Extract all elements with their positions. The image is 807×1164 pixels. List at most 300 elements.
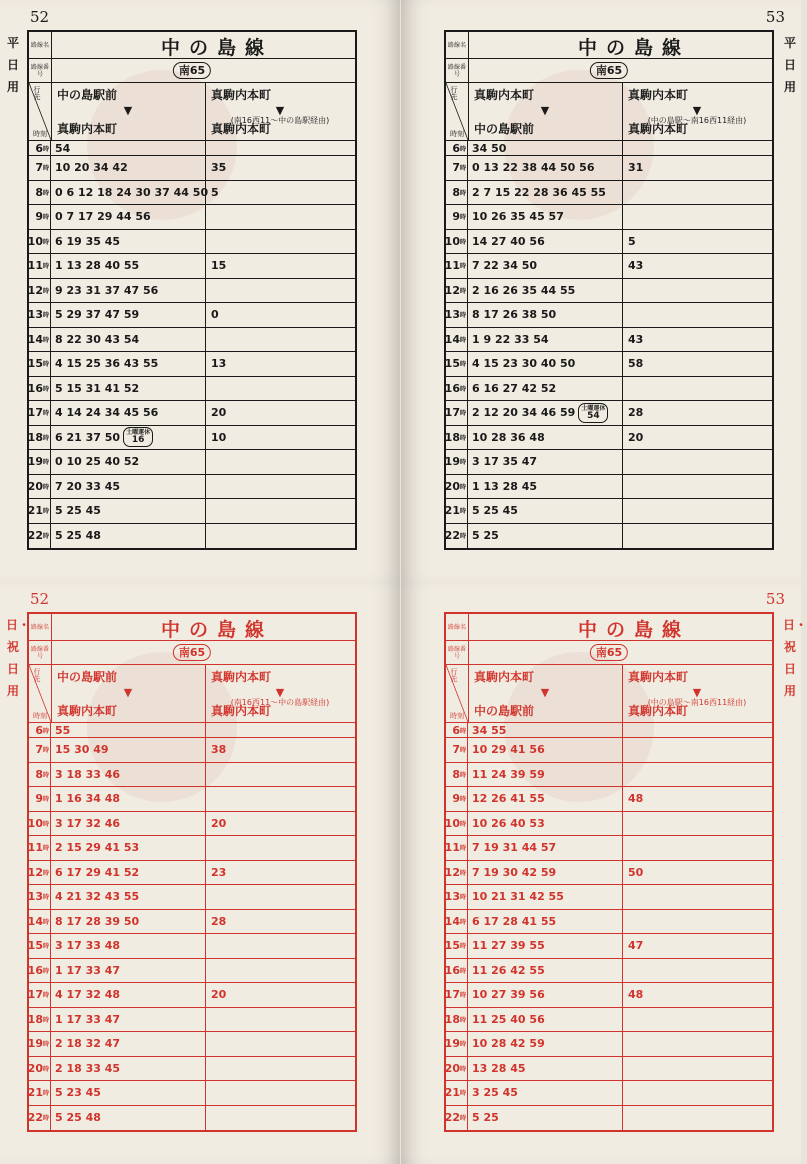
minutes-list: 6 17 29 41 52 [55,865,140,879]
hour-cell [446,787,468,811]
hour-value: 17 [27,406,43,420]
minutes-list: 1 9 22 33 54 [472,332,549,346]
hour-suffix: 時 [42,214,49,222]
hour-value: 20 [27,1061,43,1075]
hour-cell [446,328,468,352]
hour-cell [446,524,468,549]
hour-suffix: 時 [459,312,466,320]
hour-value: 14 [444,914,460,928]
hour-suffix: 時 [459,820,466,828]
line-title: 中の島線 [160,37,273,59]
hour-cell [446,426,468,450]
hour-suffix: 時 [459,336,466,344]
hour-suffix: 時 [459,727,466,735]
minutes-list: 0 13 22 38 44 50 56 [472,161,595,175]
minutes-list-2: 47 [628,939,644,953]
hour-cell [446,205,468,229]
minutes-list: 5 25 [472,1111,499,1125]
departures-col-2 [211,738,226,762]
hour-suffix: 時 [42,145,49,153]
destination-2-top: 真駒内本町 [628,88,689,102]
departures-col-2 [211,401,226,425]
hour-suffix: 時 [42,459,49,467]
down-arrow-icon: ▼ [540,686,550,699]
via-route-text: (南16西11～中の島駅経由) [230,116,330,125]
hour-suffix: 時 [42,508,49,516]
hour-cell [29,426,51,450]
hour-row [446,934,772,959]
hour-value: 16 [27,381,43,395]
hour-suffix: 時 [459,894,466,902]
hour-suffix: 時 [459,1016,466,1024]
destination-label: 行先 [33,86,41,100]
minutes-list: 1 13 28 40 55 [55,259,140,273]
hour-value: 16 [444,963,460,977]
hour-suffix: 時 [42,165,49,173]
service-day-label: 日・祝日用 [6,618,31,698]
hour-row [29,1032,355,1057]
hour-row [446,230,772,255]
hour-cell [446,1032,468,1056]
departures-col-1 [55,475,120,499]
minutes-list: 2 18 33 45 [55,1061,121,1075]
hour-cell [446,156,468,180]
hour-rows [29,141,355,548]
hour-row [29,910,355,935]
minutes-list: 7 19 31 44 57 [472,841,557,855]
hour-suffix: 時 [459,238,466,246]
line-name-label: 路線名 [446,32,469,58]
down-arrow-icon: ▼ [275,686,285,699]
hour-suffix: 時 [459,287,466,295]
hour-suffix: 時 [459,845,466,853]
hour-suffix: 時 [459,165,466,173]
hour-cell [446,738,468,762]
hour-row [29,141,355,156]
departures-col-1 [55,959,120,983]
minutes-list: 2 7 15 22 28 36 45 55 [472,185,606,199]
hour-value: 19 [444,1037,460,1051]
timetable-page-holiday-right [401,582,807,1164]
minutes-list: 14 27 40 56 [472,234,545,248]
hour-value: 11 [444,841,460,855]
line-name-label: 路線名 [446,614,469,640]
departures-col-1 [472,738,545,762]
destination-1-bottom: 中の島駅前 [474,122,535,136]
hour-suffix: 時 [42,894,49,902]
minutes-list: 0 10 25 40 52 [55,455,140,469]
hour-row [446,1081,772,1106]
minutes-list: 1 17 33 47 [55,1012,121,1026]
down-arrow-icon: ▼ [123,686,133,699]
departures-col-1 [55,352,158,376]
hour-suffix: 時 [42,336,49,344]
hour-suffix: 時 [459,918,466,926]
hour-suffix: 時 [42,1065,49,1073]
minutes-list: 5 25 45 [55,504,101,518]
route-number-row [29,59,355,83]
departures-col-1 [472,426,545,450]
timetable-page-weekday-left [0,0,400,582]
hour-suffix: 時 [42,869,49,877]
departures-col-1 [472,377,556,401]
route-number-label: 路線番号 [446,641,469,664]
hour-suffix: 時 [459,361,466,369]
hour-value: 22 [27,1111,43,1125]
hour-cell [29,738,51,762]
hour-cell [446,959,468,983]
departures-col-2 [211,303,219,327]
minutes-list: 5 23 45 [55,1086,101,1100]
hour-value: 17 [444,988,460,1002]
minutes-list: 2 16 26 35 44 55 [472,283,576,297]
hour-cell [29,279,51,303]
hour-value: 11 [444,259,460,273]
departures-col-1 [55,723,70,737]
hour-row [29,475,355,500]
hour-suffix: 時 [459,263,466,271]
destination-1-top: 真駒内本町 [474,88,535,102]
hour-suffix: 時 [459,967,466,975]
route-number-label: 路線番号 [29,641,52,664]
hour-value: 10 [27,234,43,248]
hour-suffix: 時 [42,312,49,320]
hour-row [446,983,772,1008]
hour-value: 21 [27,504,43,518]
hour-row [446,426,772,451]
time-label: 時刻 [450,712,464,720]
departures-col-1 [472,328,549,352]
line-name-label: 路線名 [29,614,52,640]
hour-cell [446,836,468,860]
via-route-text: (中の島駅～南16西11経由) [647,116,747,125]
badge-label: 土曜運休 [581,404,606,412]
destination-time-label [446,83,469,140]
departures-col-1 [472,141,506,155]
hour-row [446,1057,772,1082]
hour-value: 6 [35,723,43,737]
hour-row [29,156,355,181]
hour-suffix: 時 [42,483,49,491]
hour-row [446,156,772,181]
hour-row [29,861,355,886]
hour-value: 7 [452,161,460,175]
hour-row [29,328,355,353]
hour-suffix: 時 [459,508,466,516]
line-title: 中の島線 [577,619,690,641]
hour-suffix: 時 [42,1041,49,1049]
departures-col-2 [628,328,643,352]
destination-2-top: 真駒内本町 [211,88,272,102]
minutes-list: 11 24 39 59 [472,767,545,781]
destination-row [29,83,355,141]
destination-1 [468,83,622,140]
hour-row [446,885,772,910]
hour-row [446,352,772,377]
time-label: 時刻 [450,130,464,138]
route-number-label: 路線番号 [29,59,52,82]
hour-suffix: 時 [459,747,466,755]
hour-value: 8 [35,767,43,781]
departures-col-1 [55,205,151,229]
minutes-list: 10 20 34 42 [55,161,128,175]
minutes-list: 3 17 35 47 [472,455,538,469]
minutes-list-2: 35 [211,161,227,175]
hour-value: 8 [452,767,460,781]
hour-suffix: 時 [42,263,49,271]
departures-col-1 [472,861,556,885]
hour-cell [29,524,51,549]
departures-col-1 [472,352,575,376]
departures-col-2 [628,352,643,376]
hour-row [446,1008,772,1033]
badge-label: 土曜運休 [126,429,151,437]
hour-value: 10 [27,816,43,830]
hour-suffix: 時 [459,410,466,418]
departures-col-1 [472,1081,518,1105]
hour-cell [29,475,51,499]
hour-value: 13 [444,890,460,904]
hour-suffix: 時 [42,385,49,393]
minutes-list: 5 25 [472,529,499,543]
hour-cell [29,254,51,278]
hour-row [29,885,355,910]
line-name-row [446,32,772,59]
departures-col-1 [55,524,101,549]
hour-value: 9 [35,792,43,806]
minutes-list: 54 [55,141,71,155]
minutes-list: 6 17 28 41 55 [472,914,557,928]
hour-row [29,723,355,738]
hour-cell [29,787,51,811]
destination-1-top: 中の島駅前 [57,670,118,684]
departures-col-1 [55,1081,101,1105]
destination-label: 行先 [450,86,458,100]
hour-row [446,738,772,763]
hour-value: 22 [444,529,460,543]
hour-value: 7 [452,743,460,757]
hour-cell [29,141,51,155]
hour-cell [29,230,51,254]
departures-col-2 [211,426,226,450]
minutes-list-2: 28 [211,914,227,928]
minutes-list: 3 25 45 [472,1086,518,1100]
hour-suffix: 時 [459,1041,466,1049]
hour-suffix: 時 [42,918,49,926]
departures-col-2 [628,426,643,450]
departures-col-1 [472,1057,526,1081]
hour-row [446,787,772,812]
minutes-list: 5 15 31 41 52 [55,381,140,395]
hour-row [446,254,772,279]
hour-value: 21 [444,504,460,518]
hour-row [29,1106,355,1131]
minutes-list: 6 21 37 50 [55,430,121,444]
hour-row [446,861,772,886]
hour-row [446,959,772,984]
departures-col-1 [55,181,208,205]
hour-row [446,181,772,206]
hour-cell [29,303,51,327]
hour-row [29,499,355,524]
minutes-list-2: 5 [211,185,219,199]
hour-suffix: 時 [42,747,49,755]
departures-col-1 [55,1032,120,1056]
minutes-list: 10 21 31 42 55 [472,890,564,904]
minutes-list: 10 28 36 48 [472,430,545,444]
minutes-list-2: 5 [628,234,636,248]
destination-2-top: 真駒内本町 [211,670,272,684]
departures-col-2 [211,910,226,934]
departures-col-1 [472,787,545,811]
timetable-page-weekday-right [401,0,801,582]
hour-cell [446,254,468,278]
departures-col-1 [55,401,158,425]
departures-col-1 [55,910,139,934]
hour-row [446,836,772,861]
route-number-row [446,641,772,665]
hour-suffix: 時 [459,434,466,442]
timetable-page-holiday-left [0,582,400,1164]
destination-time-label [446,665,469,722]
departures-col-1 [472,524,499,549]
hour-row [29,426,355,451]
minutes-list-2: 0 [211,308,219,322]
hour-value: 21 [444,1086,460,1100]
hour-value: 8 [35,185,43,199]
destination-2-top: 真駒内本町 [628,670,689,684]
minutes-list-2: 23 [211,865,227,879]
minutes-list-2: 20 [211,988,227,1002]
hour-row [446,723,772,738]
destination-1 [51,83,205,140]
line-name-row [29,32,355,59]
hour-cell [446,1081,468,1105]
hour-value: 17 [444,406,460,420]
hour-cell [446,181,468,205]
service-day-label: 平日用 [783,36,796,94]
minutes-list-2: 15 [211,259,227,273]
hour-cell [446,279,468,303]
hour-cell [446,934,468,958]
hour-suffix: 時 [42,238,49,246]
hour-suffix: 時 [42,361,49,369]
minutes-list: 10 28 42 59 [472,1037,545,1051]
minutes-list: 1 13 28 45 [472,479,538,493]
hour-value: 14 [27,332,43,346]
destination-2 [205,665,355,722]
hour-row [29,205,355,230]
hour-cell [446,983,468,1007]
departures-col-1 [55,1106,101,1131]
hour-cell [29,983,51,1007]
hour-row [446,910,772,935]
departures-col-1 [55,1008,120,1032]
minutes-list: 11 25 40 56 [472,1012,545,1026]
hour-value: 17 [27,988,43,1002]
departures-col-2 [211,812,226,836]
saturday-suspended-badge [578,403,608,423]
hour-cell [29,181,51,205]
minutes-list-2: 43 [628,259,644,273]
route-number-label: 路線番号 [446,59,469,82]
timetable [444,612,774,1132]
hour-rows [446,141,772,548]
hour-suffix: 時 [42,189,49,197]
minutes-list: 55 [55,723,71,737]
via-route-text: (中の島駅～南16西11経由) [647,698,747,707]
hour-value: 12 [444,283,460,297]
hour-value: 14 [27,914,43,928]
departures-col-1 [472,205,564,229]
destination-1-bottom: 真駒内本町 [57,122,118,136]
hour-cell [29,377,51,401]
hour-cell [446,812,468,836]
hour-cell [29,205,51,229]
departures-col-1 [472,812,545,836]
minutes-list: 8 22 30 43 54 [55,332,140,346]
minutes-list: 8 17 26 38 50 [472,308,557,322]
hour-value: 18 [27,430,43,444]
departures-col-1 [472,836,556,860]
departures-col-1 [472,303,556,327]
hour-suffix: 時 [42,434,49,442]
line-name-label: 路線名 [29,32,52,58]
hour-rows [29,723,355,1130]
hour-cell [446,1057,468,1081]
line-title: 中の島線 [160,619,273,641]
hour-suffix: 時 [459,385,466,393]
minutes-list: 34 50 [472,141,507,155]
hour-row [446,763,772,788]
departures-col-1 [55,254,139,278]
hour-value: 18 [27,1012,43,1026]
hour-suffix: 時 [459,1090,466,1098]
hour-value: 13 [444,308,460,322]
timetable [27,612,357,1132]
destination-2 [622,83,772,140]
hour-row [446,1032,772,1057]
hour-row [446,1106,772,1131]
minutes-list-2: 10 [211,430,227,444]
hour-value: 12 [27,283,43,297]
hour-cell [446,861,468,885]
hour-value: 20 [444,479,460,493]
minutes-list: 3 17 33 48 [55,939,121,953]
hour-row [29,1081,355,1106]
departures-col-2 [628,401,643,425]
hour-suffix: 時 [42,796,49,804]
departures-col-1 [55,885,139,909]
hour-cell [29,450,51,474]
departures-col-1 [472,254,537,278]
hour-suffix: 時 [459,533,466,541]
departures-col-1 [472,910,556,934]
departures-col-1 [472,401,608,425]
hour-cell [446,885,468,909]
departures-col-2 [628,934,643,958]
minutes-list: 2 15 29 41 53 [55,841,140,855]
hour-cell [29,499,51,523]
departures-col-2 [211,861,226,885]
hour-rows [446,723,772,1130]
hour-row [29,763,355,788]
hour-value: 6 [35,141,43,155]
departures-col-1 [55,861,139,885]
minutes-list: 7 19 30 42 59 [472,865,557,879]
page-number: 52 [30,590,50,608]
minutes-list: 5 25 45 [472,504,518,518]
